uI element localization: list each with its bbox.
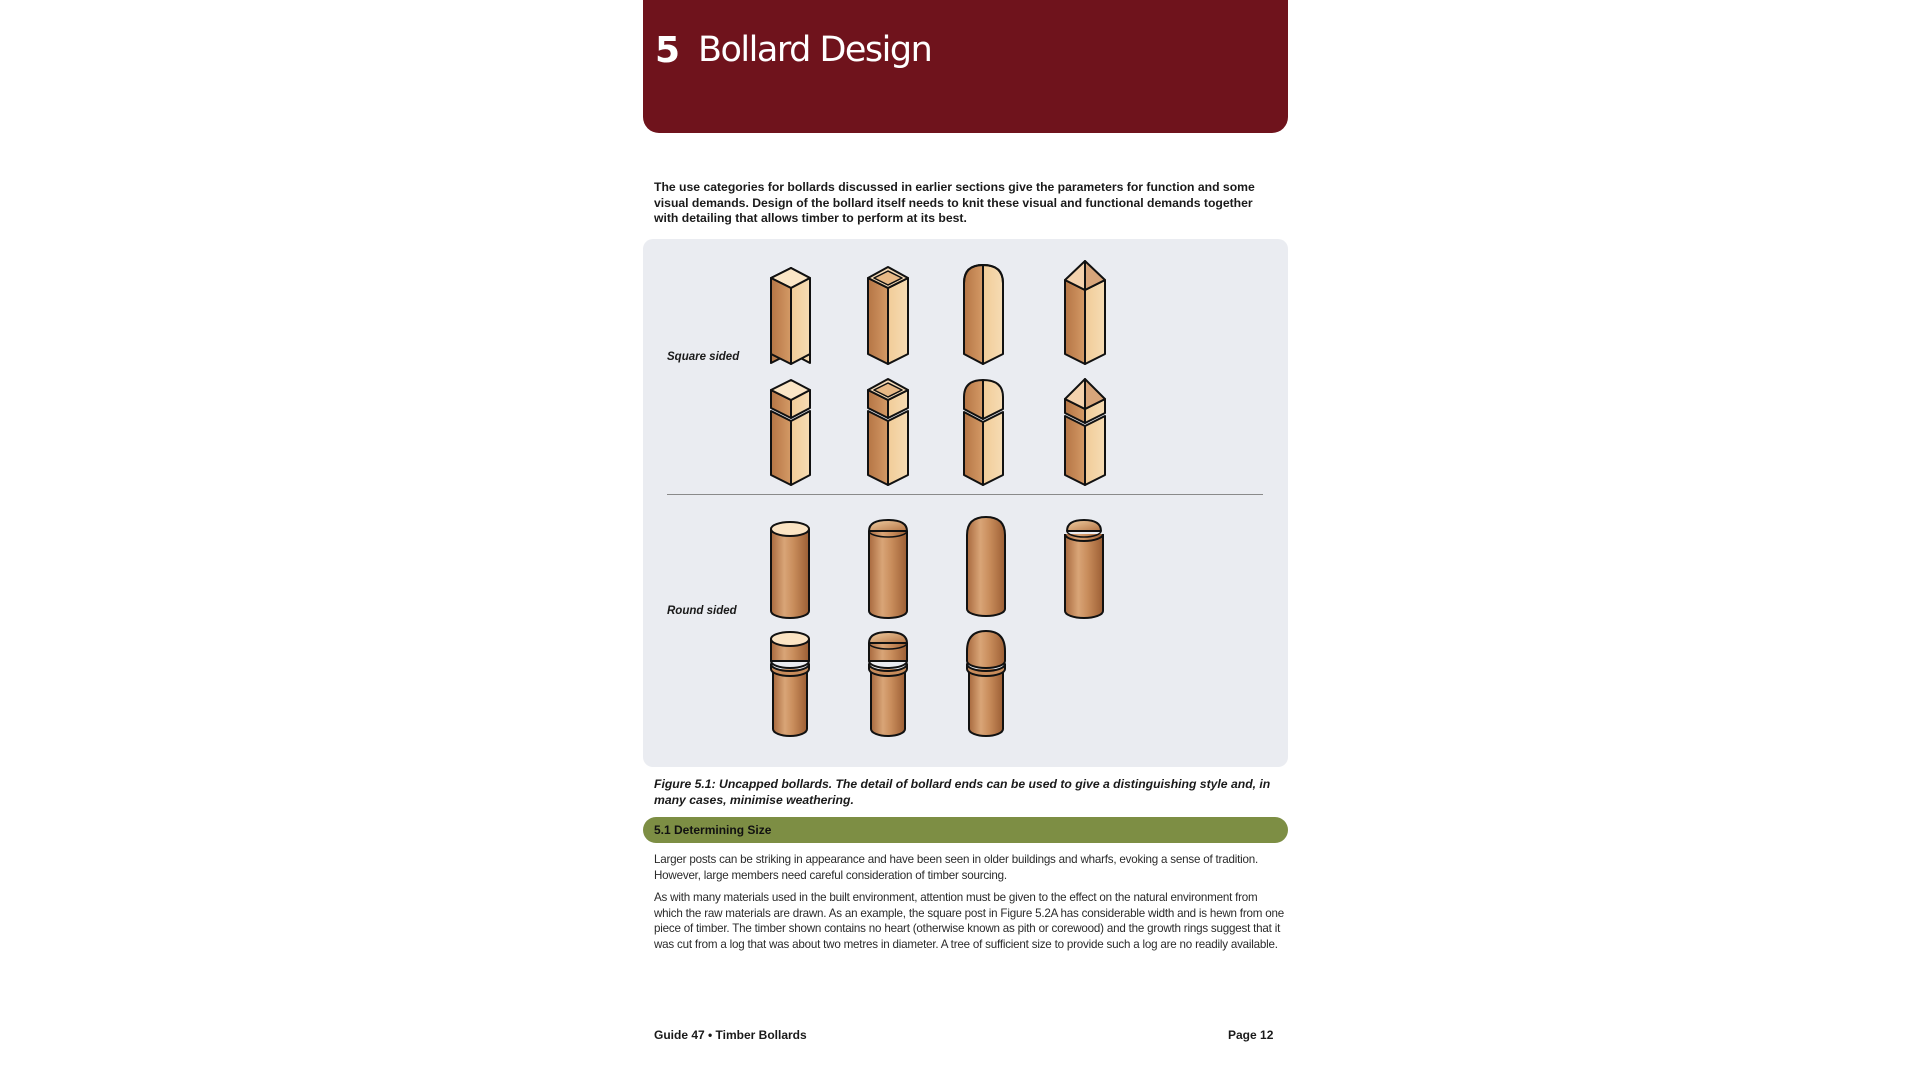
bollard-illustrations — [643, 239, 1288, 767]
square-bollard-chamfered — [868, 267, 908, 364]
round-bollard-chamfered — [869, 520, 907, 618]
round-bollard-capped-ring — [1065, 520, 1103, 618]
figure-panel — [643, 239, 1288, 767]
body-paragraph-1: Larger posts can be striking in appearance and have been seen in older buildings and wharfs, evoking a sense of tradition. However, large members need careful consideration of timber sourcing. — [654, 853, 1259, 882]
square-bollard-pyramid-grooved — [1065, 379, 1105, 485]
round-bollard-flat-grooved — [771, 632, 809, 736]
chapter-number: 5 — [655, 30, 680, 71]
square-bollard-rounded — [964, 265, 1003, 364]
chapter-banner — [643, 0, 1288, 133]
label-round-sided: Round sided — [667, 605, 737, 617]
footer-guide-title: Guide 47 • Timber Bollards — [654, 1028, 807, 1042]
chapter-title: Bollard Design — [698, 30, 932, 70]
figure-caption: Figure 5.1: Uncapped bollards. The detail of bollard ends can be used to give a distinguishing style and, in many cases, minimise weathering. — [654, 777, 1271, 807]
intro-paragraph: The use categories for bollards discussed in earlier sections give the parameters for function and some visual demands. Design of the bollard itself needs to knit these visual and functional demands together with detailing that allows timber to perform at its best. — [654, 180, 1255, 225]
round-bollard-domed — [967, 517, 1005, 616]
square-bollard-pyramid — [1065, 261, 1105, 364]
section-heading-bar — [643, 817, 1288, 843]
round-bollard-chamfered-grooved — [869, 632, 907, 736]
label-square-sided: Square sided — [667, 351, 740, 363]
square-bollard-flat-grooved — [771, 380, 810, 485]
round-bollard-flat — [771, 522, 809, 618]
footer-page-number: Page 12 — [1228, 1028, 1274, 1042]
square-bollard-chamfered-grooved — [868, 379, 908, 485]
body-paragraph-2: As with many materials used in the built environment, attention must be given to the effect on the natural environment from which the raw materials are drawn. As an example, the square post in Figure 5.2A has considerable width and is hewn from one piece of timber. The timber shown contains no heart (otherwise known as pith or corewood) and the growth rings suggest that it was cut from a log that was about two metres in diameter. A tree of sufficient size to provide such a log are no readily available. — [654, 891, 1284, 951]
square-bollard-rounded-grooved — [964, 380, 1003, 485]
section-title: 5.1 Determining Size — [654, 823, 772, 837]
round-bollard-domed-grooved — [967, 631, 1005, 736]
square-bollard-flat — [771, 268, 810, 364]
figure-divider — [667, 494, 1263, 495]
